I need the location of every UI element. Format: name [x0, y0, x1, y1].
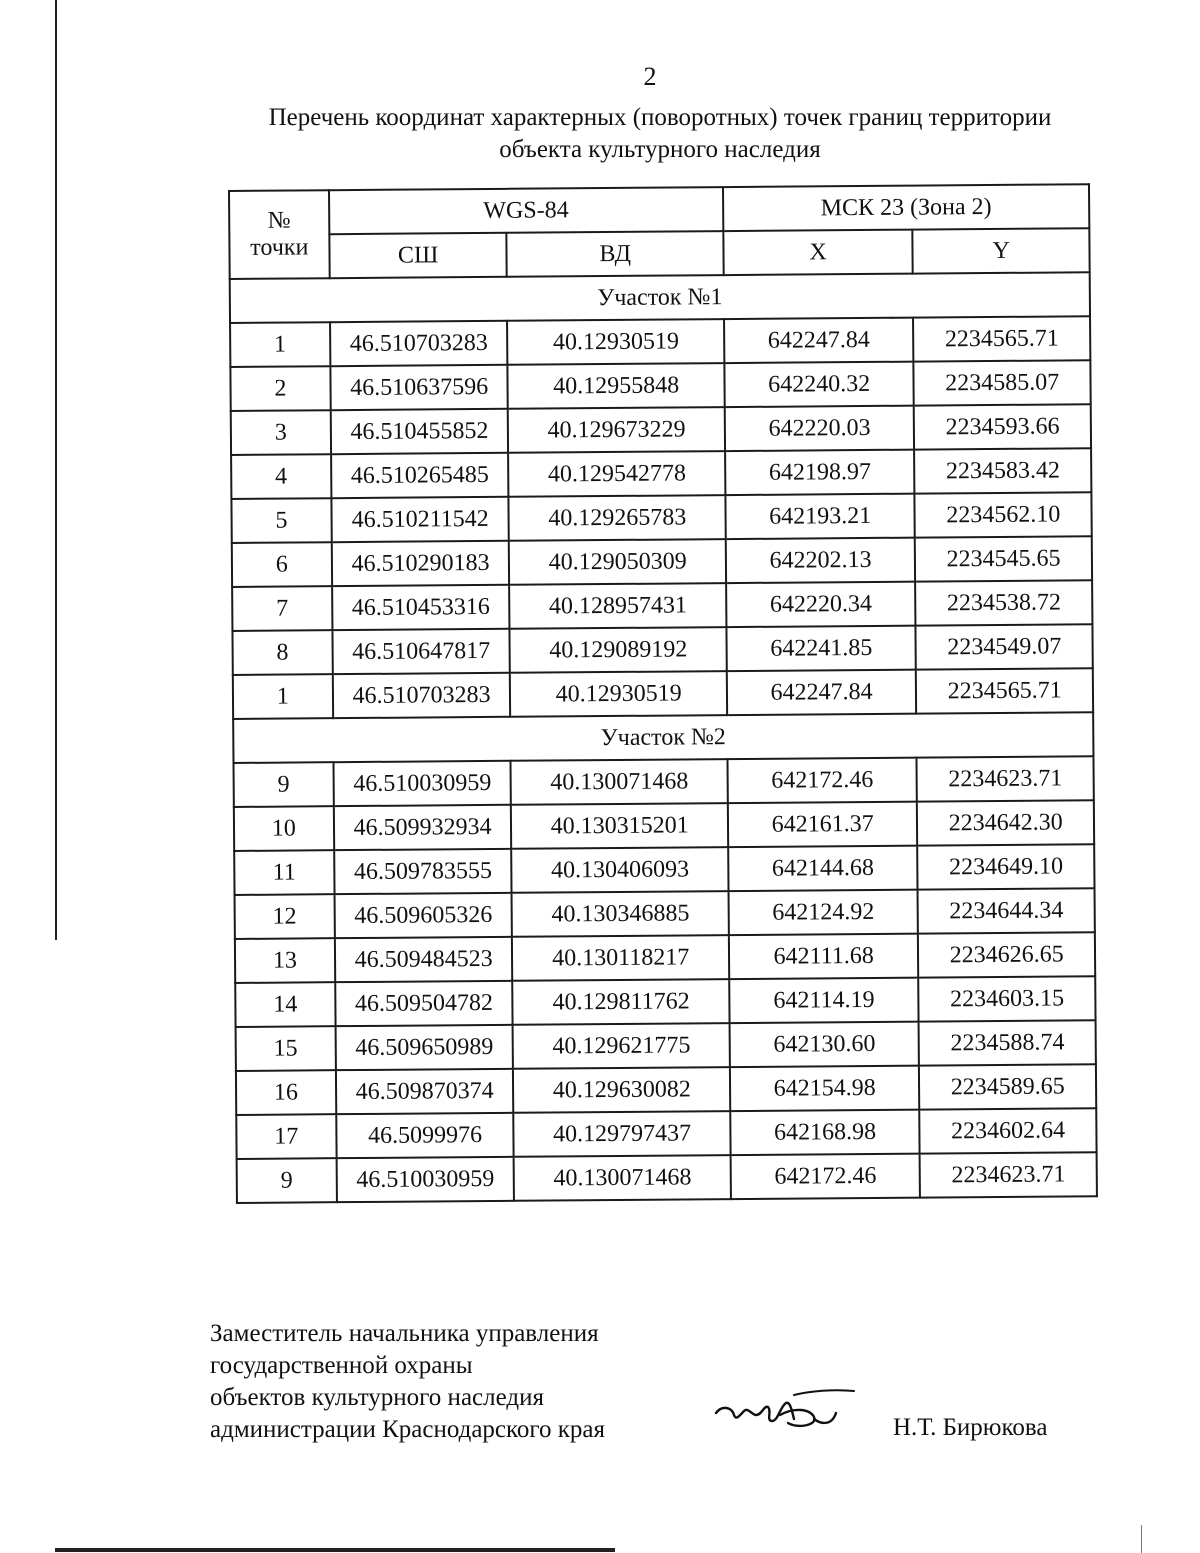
- cell-latitude: 46.510703283: [333, 673, 511, 718]
- table-row: [232, 624, 1092, 675]
- cell-latitude: 46.509932934: [334, 805, 512, 850]
- cell-latitude: 46.510637596: [330, 365, 508, 410]
- table-row: [237, 1152, 1097, 1203]
- cell-x: 642172.46: [727, 758, 917, 803]
- cell-longitude: 40.12955848: [508, 363, 725, 409]
- table-row: [232, 536, 1092, 587]
- cell-x: 642144.68: [728, 846, 918, 891]
- cell-y: 2234603.15: [919, 976, 1096, 1021]
- cell-y: 2234626.65: [918, 932, 1095, 977]
- table-row: [231, 448, 1091, 499]
- cell-latitude: 46.510453316: [332, 585, 510, 630]
- cell-y: 2234602.64: [920, 1108, 1097, 1153]
- cell-point-number: 8: [232, 630, 332, 675]
- table-row: [234, 844, 1094, 895]
- table-row: [234, 800, 1094, 851]
- cell-x: 642193.21: [725, 494, 915, 539]
- cell-y: 2234585.07: [914, 360, 1091, 405]
- header-group-wgs84: WGS-84: [329, 187, 724, 234]
- cell-latitude: 46.510290183: [332, 541, 510, 586]
- cell-x: 642220.34: [726, 582, 916, 627]
- cell-longitude: 40.129673229: [508, 407, 725, 453]
- cell-latitude: 46.509605326: [334, 893, 512, 938]
- header-point-number: [229, 190, 329, 279]
- cell-longitude: 40.129811762: [513, 979, 730, 1025]
- table-row: [235, 888, 1095, 939]
- cell-longitude: 40.130118217: [512, 935, 729, 981]
- header-row-columns: [229, 228, 1089, 279]
- position-line-3: объектов культурного наследия: [210, 1384, 544, 1411]
- header-latitude: СШ: [329, 233, 507, 278]
- table-row: [232, 580, 1092, 631]
- table-row: [230, 316, 1090, 367]
- cell-latitude: 46.510703283: [330, 321, 508, 366]
- cell-point-number: 7: [232, 586, 332, 631]
- cell-longitude: 40.128957431: [510, 583, 727, 629]
- cell-point-number: 14: [235, 982, 335, 1027]
- table-row: [231, 492, 1091, 543]
- cell-point-number: 1: [233, 674, 333, 719]
- cell-latitude: 46.509650989: [335, 1025, 513, 1070]
- cell-latitude: 46.509783555: [334, 849, 512, 894]
- page-number: 2: [643, 62, 657, 91]
- cell-x: 642241.85: [726, 626, 916, 671]
- cell-x: 642198.97: [725, 450, 915, 495]
- section-title: Участок №1: [230, 272, 1090, 323]
- cell-x: 642154.98: [730, 1066, 920, 1111]
- header-point-number-line2: точки: [250, 234, 309, 261]
- cell-y: 2234562.10: [915, 492, 1092, 537]
- cell-y: 2234642.30: [917, 800, 1094, 845]
- table-row: [236, 1020, 1096, 1071]
- cell-y: 2234649.10: [918, 844, 1095, 889]
- cell-x: 642172.46: [731, 1154, 921, 1199]
- cell-y: 2234589.65: [919, 1064, 1096, 1109]
- bottom-margin-rule: [55, 1548, 615, 1552]
- cell-x: 642240.32: [724, 362, 914, 407]
- signatory-position: [210, 1318, 605, 1446]
- cell-longitude: 40.129621775: [513, 1023, 730, 1069]
- position-line-2: государственной охраны: [210, 1352, 473, 1379]
- cell-y: 2234565.71: [916, 668, 1093, 713]
- cell-longitude: 40.130071468: [511, 759, 728, 805]
- cell-latitude: 46.509484523: [335, 937, 513, 982]
- cell-longitude: 40.129797437: [514, 1111, 731, 1157]
- title-line-1: Перечень координат характерных (поворотных) точек границ территории: [268, 104, 1052, 131]
- header-x: X: [723, 230, 913, 275]
- cell-point-number: 13: [235, 938, 335, 983]
- cell-x: 642114.19: [729, 978, 919, 1023]
- cell-longitude: 40.12930519: [510, 671, 727, 717]
- cell-x: 642247.84: [727, 670, 917, 715]
- cell-latitude: 46.510030959: [333, 761, 511, 806]
- table-row: [230, 360, 1090, 411]
- cell-point-number: 9: [237, 1158, 337, 1203]
- header-y: Y: [913, 228, 1090, 273]
- section-row: [233, 712, 1093, 763]
- table-row: [236, 1064, 1096, 1115]
- cell-longitude: 40.129089192: [510, 627, 727, 673]
- cell-point-number: 6: [232, 542, 332, 587]
- cell-point-number: 3: [231, 410, 331, 455]
- cell-x: 642202.13: [726, 538, 916, 583]
- section-row: [230, 272, 1090, 323]
- cell-latitude: 46.510265485: [331, 453, 509, 498]
- table-row: [234, 756, 1094, 807]
- cell-latitude: 46.510211542: [331, 497, 509, 542]
- cell-latitude: 46.510455852: [330, 409, 508, 454]
- position-line-1: Заместитель начальника управления: [210, 1320, 599, 1347]
- left-margin-rule: [55, 0, 57, 940]
- cell-y: 2234644.34: [918, 888, 1095, 933]
- cell-y: 2234549.07: [916, 624, 1093, 669]
- cell-longitude: 40.129050309: [509, 539, 726, 585]
- cell-x: 642220.03: [725, 406, 915, 451]
- cell-latitude: 46.509870374: [336, 1069, 514, 1114]
- cell-point-number: 16: [236, 1070, 336, 1115]
- table-row: [231, 404, 1091, 455]
- cell-x: 642130.60: [730, 1022, 920, 1067]
- table-row: [235, 976, 1095, 1027]
- title-line-2: объекта культурного наследия: [499, 136, 821, 163]
- cell-point-number: 2: [230, 366, 330, 411]
- cell-point-number: 5: [231, 498, 331, 543]
- cell-latitude: 46.509504782: [335, 981, 513, 1026]
- cell-point-number: 15: [236, 1026, 336, 1071]
- cell-y: 2234538.72: [915, 580, 1092, 625]
- table-row: [235, 932, 1095, 983]
- table-row: [236, 1108, 1096, 1159]
- header-point-number-line1: №: [267, 207, 291, 234]
- table-row: [233, 668, 1093, 719]
- cell-y: 2234623.71: [920, 1152, 1097, 1197]
- handwritten-signature: [710, 1385, 860, 1445]
- cell-longitude: 40.129542778: [509, 451, 726, 497]
- cell-y: 2234565.71: [913, 316, 1090, 361]
- cell-x: 642111.68: [729, 934, 919, 979]
- cell-y: 2234623.71: [917, 756, 1094, 801]
- cell-point-number: 4: [231, 454, 331, 499]
- cell-longitude: 40.12930519: [508, 319, 725, 365]
- cell-y: 2234588.74: [919, 1020, 1096, 1065]
- cell-latitude: 46.510030959: [336, 1157, 514, 1202]
- cell-point-number: 10: [234, 806, 334, 851]
- cell-longitude: 40.130346885: [512, 891, 729, 937]
- section-title: Участок №2: [233, 712, 1093, 763]
- cell-longitude: 40.130406093: [512, 847, 729, 893]
- coordinates-table: [228, 183, 1098, 1204]
- cell-latitude: 46.5099976: [336, 1113, 514, 1158]
- signer-name: Н.Т. Бирюкова: [893, 1414, 1048, 1441]
- cell-point-number: 12: [235, 894, 335, 939]
- position-line-4: администрации Краснодарского края: [210, 1416, 606, 1443]
- cell-x: 642124.92: [728, 890, 918, 935]
- header-longitude: ВД: [507, 231, 724, 277]
- cell-x: 642168.98: [730, 1110, 920, 1155]
- scan-edge-mark: [1141, 1525, 1142, 1553]
- cell-longitude: 40.129265783: [509, 495, 726, 541]
- cell-x: 642161.37: [728, 802, 918, 847]
- coordinates-table-body: [229, 184, 1097, 1203]
- cell-y: 2234583.42: [914, 448, 1091, 493]
- header-group-msk23: МСК 23 (Зона 2): [723, 184, 1089, 231]
- cell-y: 2234545.65: [915, 536, 1092, 581]
- cell-longitude: 40.130071468: [514, 1155, 731, 1201]
- cell-longitude: 40.130315201: [511, 803, 728, 849]
- cell-y: 2234593.66: [914, 404, 1091, 449]
- cell-latitude: 46.510647817: [332, 629, 510, 674]
- cell-point-number: 17: [236, 1114, 336, 1159]
- cell-point-number: 11: [234, 850, 334, 895]
- cell-x: 642247.84: [724, 318, 914, 363]
- cell-point-number: 1: [230, 322, 330, 367]
- cell-longitude: 40.129630082: [513, 1067, 730, 1113]
- document-title: [230, 102, 1090, 166]
- cell-point-number: 9: [234, 762, 334, 807]
- header-row-groups: [229, 184, 1089, 235]
